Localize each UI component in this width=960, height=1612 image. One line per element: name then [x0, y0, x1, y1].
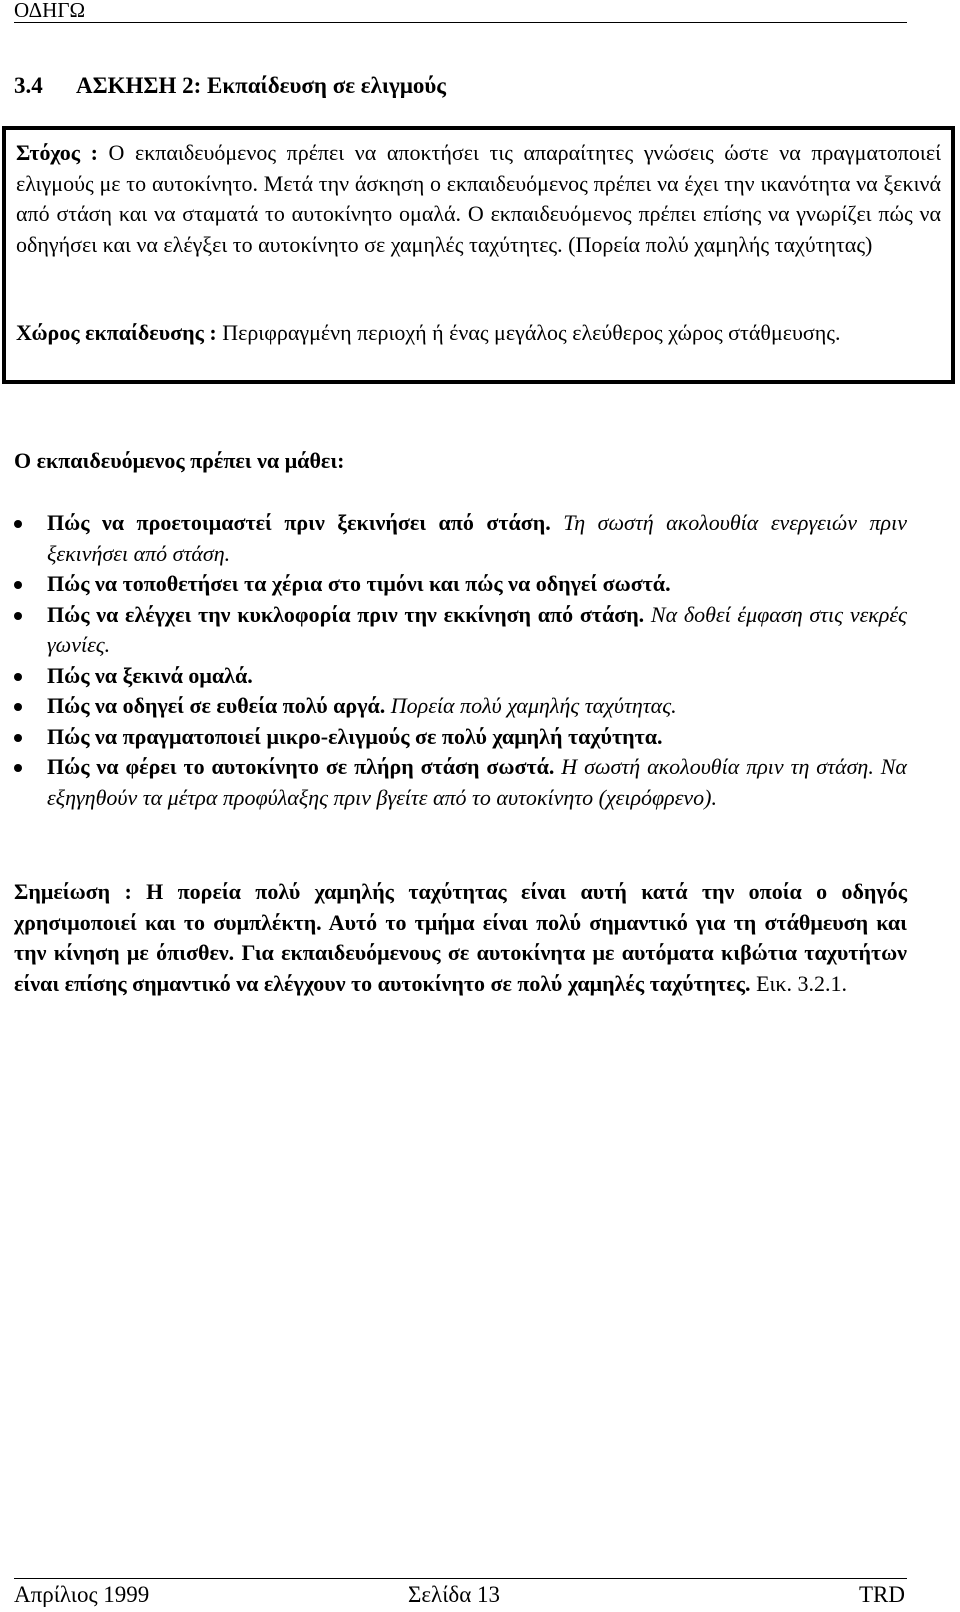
- list-item: [14, 600, 907, 661]
- bullet-icon: [14, 520, 22, 528]
- list-item: [14, 752, 907, 813]
- footer-org: TRD: [859, 1582, 905, 1607]
- goal-text: Ο εκπαιδευόμενος πρέπει να αποκτήσει τις απαραίτητες γνώσεις ώστε να πραγματοποιεί ελιγμούς με το αυτοκίνητο. Μετά την άσκηση ο εκπαιδευόμενος πρέπει να έχει την ικανότητα να ξεκινά από στάση και να σταματά το αυτοκίνητο ομαλά. Ο εκπαιδευόμενος πρέπει επίσης να γνωρίζει πώς να οδηγήσει και να ελέγξει το αυτοκίνητο σε χαμηλές ταχύτητες. (Πορεία πολύ χαμηλής ταχύτητας): [16, 140, 941, 257]
- note-figure-ref: Εικ. 3.2.1.: [750, 970, 848, 996]
- item-italic: Να δοθεί έμφαση στις νεκρές γωνίες.: [47, 601, 907, 657]
- training-area-label: Χώρος εκπαίδευσης :: [16, 320, 217, 345]
- section-number: 3.4: [14, 73, 43, 98]
- learn-heading: Ο εκπαιδευόμενος πρέπει να μάθει:: [14, 448, 345, 473]
- note-bold: Σημείωση : Η πορεία πολύ χαμηλής ταχύτητας είναι αυτή κατά την οποία ο οδηγός χρησιμοποιεί και το συμπλέκτη. Αυτό το τμήμα είναι πολύ σημαντικό για τη στάθμευση και την κίνηση με όπισθεν. Για εκπαιδευόμενους σε αυτοκίνητα με αυτόματα κιβώτια ταχυτήτων είναι επίσης σημαντικό να ελέγχουν το αυτοκίνητο σε πολύ χαμηλές ταχύτητες.: [14, 879, 907, 996]
- training-area-paragraph: [16, 318, 941, 349]
- list-item: [14, 569, 907, 600]
- header-rule: [14, 0, 907, 23]
- item-bold: Πώς να προετοιμαστεί πριν ξεκινήσει από στάση.: [47, 510, 551, 535]
- bullet-icon: [14, 581, 22, 589]
- item-bold: Πώς να ξεκινά ομαλά.: [47, 662, 253, 688]
- item-bold: Πώς να οδηγεί σε ευθεία πολύ αργά.: [47, 693, 386, 718]
- learning-list: [14, 508, 907, 813]
- list-item: [14, 691, 907, 722]
- section-title: [14, 73, 446, 99]
- list-item: [14, 661, 907, 692]
- item-italic: Η σωστή ακολουθία πριν τη στάση. Να εξηγηθούν τα μέτρα προφύλαξης πριν βγείτε από το αυτοκίνητο (χειρόφρενο).: [47, 754, 907, 810]
- item-bold: Πώς να πραγματοποιεί μικρο-ελιγμούς σε πολύ χαμηλή ταχύτητα.: [47, 723, 663, 749]
- bullet-icon: [14, 734, 22, 742]
- bullet-icon: [14, 612, 22, 620]
- bullet-icon: [14, 673, 22, 681]
- bullet-icon: [14, 764, 22, 772]
- item-bold: Πώς να τοποθετήσει τα χέρια στο τιμόνι και πώς να οδηγεί σωστά.: [47, 571, 671, 596]
- item-bold: Πώς να φέρει το αυτοκίνητο σε πλήρη στάση σωστά.: [47, 754, 555, 779]
- item-italic: Τη σωστή ακολουθία ενεργειών πριν ξεκινήσει από στάση.: [47, 510, 907, 566]
- list-item: [14, 508, 907, 569]
- footer-date: Απρίλιος 1999: [14, 1582, 150, 1607]
- section-title-text: ΑΣΚΗΣΗ 2: Εκπαίδευση σε ελιγμούς: [76, 73, 446, 98]
- goal-label: Στόχος :: [16, 140, 98, 165]
- note-paragraph: [14, 877, 907, 999]
- item-italic: Πορεία πολύ χαμηλής ταχύτητας.: [385, 693, 677, 718]
- objective-box: [2, 126, 955, 384]
- training-area-text: Περιφραγμένη περιοχή ή ένας μεγάλος ελεύθερος χώρος στάθμευσης.: [216, 320, 841, 345]
- goal-paragraph: [16, 138, 941, 260]
- list-item: [14, 722, 907, 753]
- bullet-icon: [14, 703, 22, 711]
- header-title: ΟΔΗΓΩ: [14, 0, 86, 22]
- footer-page-number: Σελίδα 13: [408, 1582, 501, 1607]
- item-bold: Πώς να ελέγχει την κυκλοφορία πριν την εκκίνηση από στάση.: [47, 601, 645, 627]
- footer-rule: [14, 1578, 907, 1579]
